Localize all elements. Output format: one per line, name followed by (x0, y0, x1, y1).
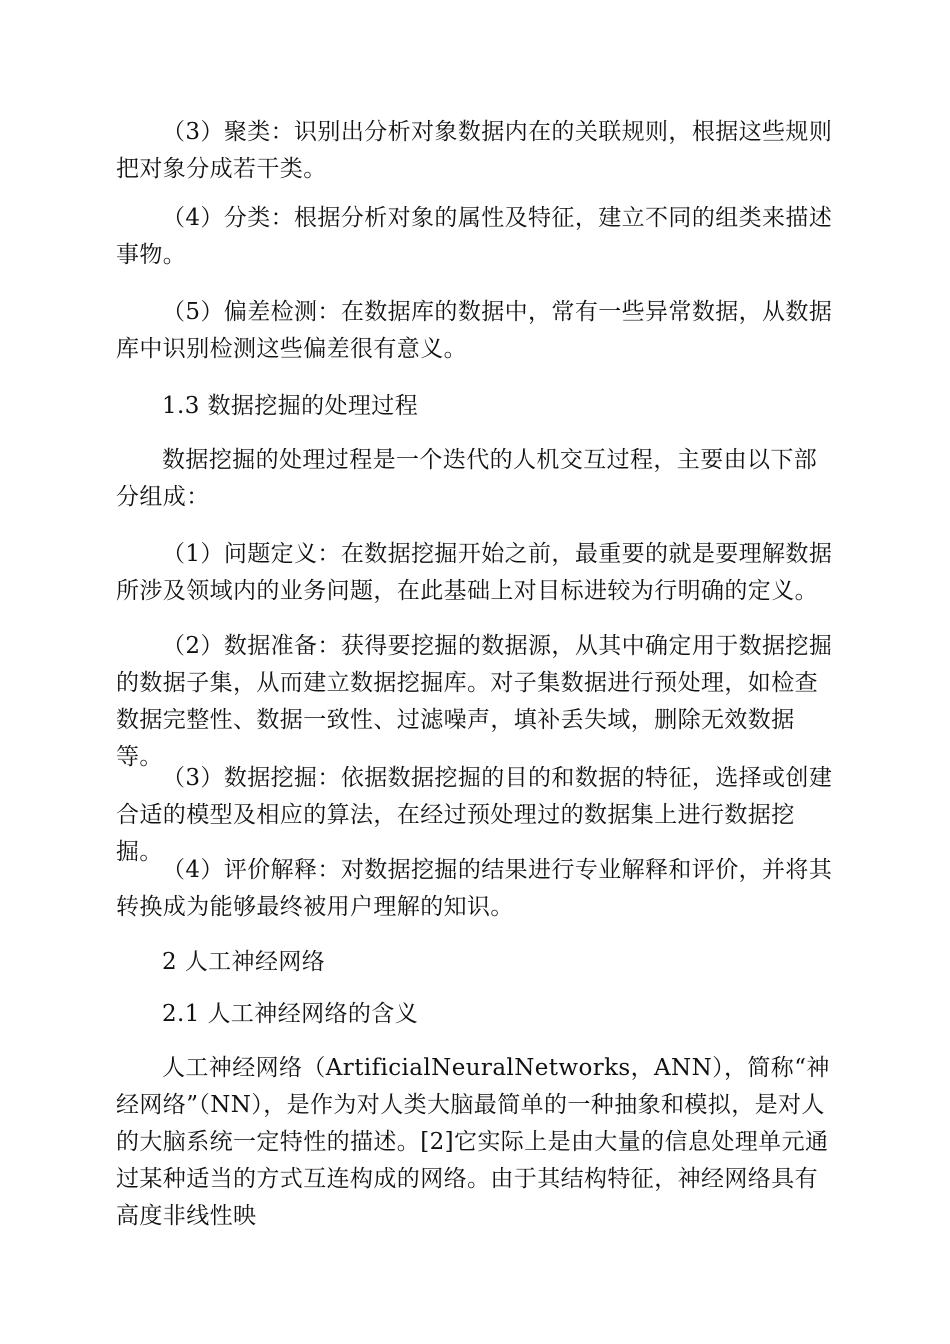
section-heading-2-1: 2.1 人工神经网络的含义 (162, 1001, 419, 1027)
paragraph-evaluation: （4）评价解释：对数据挖掘的结果进行专业解释和评价，并将其转换成为能够最终被用户理解的知识。 (116, 857, 833, 920)
paragraph-classification: （4）分类：根据分析对象的属性及特征，建立不同的组类来描述事物。 (116, 205, 833, 268)
paragraph-data-mining: （3）数据挖掘：依据数据挖掘的目的和数据的特征，选择或创建合适的模型及相应的算法，在经过预处理过的数据集上进行数据挖掘。 (116, 765, 833, 865)
paragraph-process-intro: 数据挖掘的处理过程是一个迭代的人机交互过程，主要由以下部分组成： (116, 447, 818, 510)
section-heading-2: 2 人工神经网络 (162, 949, 326, 975)
paragraph-data-preparation: （2）数据准备：获得要挖掘的数据源，从其中确定用于数据挖掘的数据子集，从而建立数据挖掘库。对子集数据进行预处理，如检查数据完整性、数据一致性、过滤噪声，填补丢失域，删除无效数据等。 (116, 633, 833, 770)
paragraph-ann-definition: 人工神经网络（ArtificialNeuralNetworks，ANN），简称“神经网络”（NN），是作为对人类大脑最简单的一种抽象和模拟，是对人的大脑系统一定特性的描述。[2]它实际上是由大量的信息处理单元通过某种适当的方式互连构成的网络。由于其结构特征，神经网络具有高度非线性映 (116, 1055, 830, 1229)
section-heading-1-3: 1.3 数据挖掘的处理过程 (162, 393, 419, 419)
paragraph-problem-definition: （1）问题定义：在数据挖掘开始之前，最重要的就是要理解数据所涉及领域内的业务问题，在此基础上对目标进较为行明确的定义。 (116, 541, 833, 604)
paragraph-deviation-detection: （5）偏差检测：在数据库的数据中，常有一些异常数据，从数据库中识别检测这些偏差很有意义。 (116, 299, 833, 362)
paragraph-clustering: （3）聚类：识别出分析对象数据内在的关联规则，根据这些规则把对象分成若干类。 (116, 119, 833, 182)
